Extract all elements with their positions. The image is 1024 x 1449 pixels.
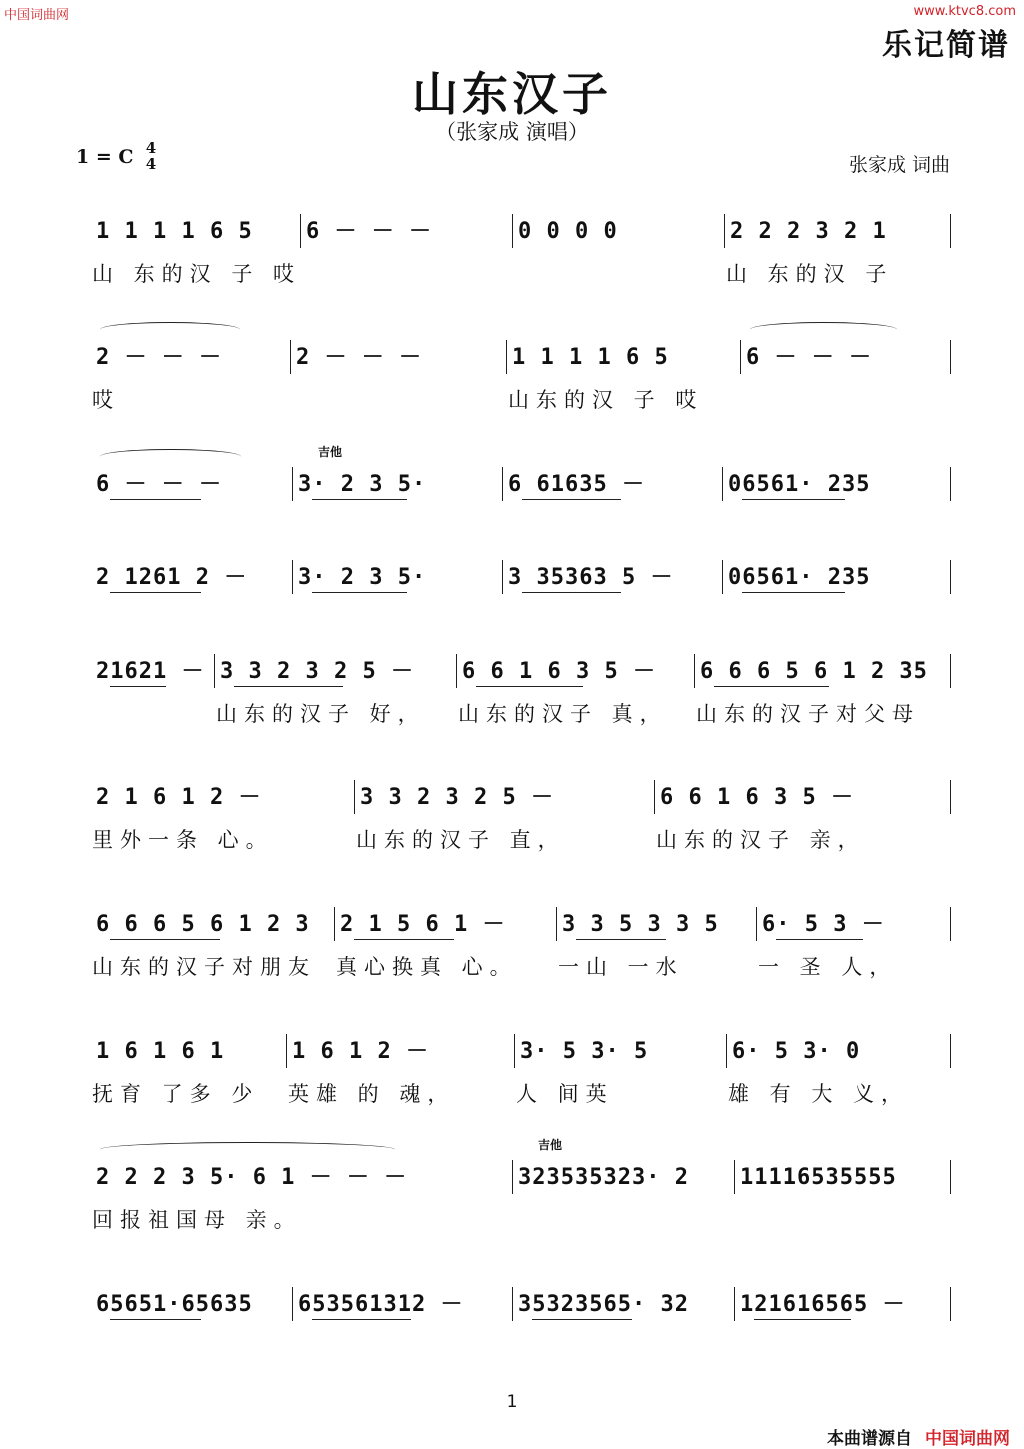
bar-line <box>300 214 301 248</box>
measure: 3· 2 3 5· <box>298 472 427 497</box>
measure: 6 6 1 6 3 5 － <box>462 659 656 684</box>
lyric-text: 里外一条 心。 <box>92 828 274 852</box>
bar-line <box>556 907 557 941</box>
score-line <box>0 1285 1024 1365</box>
lyric-text: 哎 <box>92 388 120 412</box>
beam-underline <box>742 499 845 500</box>
score-line <box>0 558 1024 638</box>
slur <box>100 449 241 464</box>
bar-line <box>512 1160 513 1194</box>
bar-line <box>950 1034 951 1068</box>
lyric-text: 人 间英 <box>516 1082 614 1106</box>
bar-line <box>950 214 951 248</box>
bar-line <box>950 340 951 374</box>
score-line <box>0 652 1024 732</box>
bar-line <box>722 467 723 501</box>
measure: 3· 2 3 5· <box>298 565 427 590</box>
slur <box>100 322 240 337</box>
measure: 2 1 5 6 1 － <box>340 912 506 937</box>
score-line <box>0 212 1024 292</box>
bar-line <box>694 654 695 688</box>
lyric-text: 真心换真 心。 <box>336 955 518 979</box>
measure: 2 1261 2 － <box>96 565 248 590</box>
bar-line <box>456 654 457 688</box>
bar-line <box>292 1287 293 1321</box>
lyric-text: 一 圣 人， <box>758 955 898 979</box>
song-title: 山东汉子 <box>412 67 612 121</box>
bar-line <box>512 1287 513 1321</box>
lyric-text: 山东的汉子 好， <box>216 702 426 726</box>
instrument-annotation: 吉他 <box>318 445 343 459</box>
measure: 6 － － － <box>746 345 872 370</box>
measure: 3· 5 3· 5 <box>520 1039 649 1064</box>
measure: 6 6 1 6 3 5 － <box>660 785 854 810</box>
bar-line <box>334 907 335 941</box>
lyric-text: 抚育 了多 少 <box>92 1082 260 1106</box>
beam-underline <box>522 499 621 500</box>
measure: 6 61635 － <box>508 472 645 497</box>
bar-line <box>734 1287 735 1321</box>
time-signature <box>142 140 160 172</box>
beam-underline <box>354 939 454 940</box>
bar-line <box>502 560 503 594</box>
beam-underline <box>532 1319 632 1320</box>
measure: 3 3 2 3 2 5 － <box>220 659 414 684</box>
measure: 2 － － － <box>296 345 422 370</box>
bar-line <box>950 780 951 814</box>
bar-line <box>724 214 725 248</box>
performer-subtitle: （张家成 演唱） <box>435 120 589 144</box>
beam-underline <box>110 939 220 940</box>
measure: 2 1 6 1 2 － <box>96 785 262 810</box>
score-line <box>0 905 1024 985</box>
bar-line <box>950 654 951 688</box>
bar-line <box>514 1034 515 1068</box>
beam-underline <box>714 686 829 687</box>
measure: 6 6 6 5 6 1 2 3 <box>96 912 310 937</box>
page-number: 1 <box>506 1392 518 1412</box>
bar-line <box>654 780 655 814</box>
measure: 3 3 5 3 3 5 <box>562 912 719 937</box>
measure: 6 6 6 5 6 1 2 35 <box>700 659 928 684</box>
beam-underline <box>312 499 407 500</box>
measure: 65651·65635 <box>96 1292 253 1317</box>
measure: 2 2 2 3 2 1 <box>730 219 887 244</box>
measure: 0 0 0 0 <box>518 219 618 244</box>
bar-line <box>214 654 215 688</box>
bar-line <box>950 467 951 501</box>
instrument-annotation: 吉他 <box>538 1138 563 1152</box>
lyric-text: 山 东的汉 子 哎 <box>92 262 302 286</box>
measure: 1 6 1 6 1 <box>96 1039 225 1064</box>
measure: 6· 5 3· 0 <box>732 1039 861 1064</box>
lyric-text: 回报祖国母 亲。 <box>92 1208 302 1232</box>
bar-line <box>740 340 741 374</box>
lyric-text: 山东的汉子 直， <box>356 828 566 852</box>
beam-underline <box>742 592 845 593</box>
measure: 1 1 1 1 6 5 <box>96 219 253 244</box>
measure: 6 － － － <box>96 472 222 497</box>
measure: 3 3 2 3 2 5 － <box>360 785 554 810</box>
bar-line <box>292 560 293 594</box>
measure: 6 － － － <box>306 219 432 244</box>
bar-line <box>726 1034 727 1068</box>
site-name-top-left: 中国词曲网 <box>4 8 70 23</box>
measure: 06561· 235 <box>728 472 871 497</box>
lyric-text: 英雄 的 魂， <box>288 1082 456 1106</box>
score-line <box>0 338 1024 418</box>
lyric-text: 山东的汉子 真， <box>458 702 668 726</box>
source-label: 本曲谱源自 <box>827 1429 912 1449</box>
measure: 3 35363 5 － <box>508 565 674 590</box>
beam-underline <box>110 686 166 687</box>
measure: 06561· 235 <box>728 565 871 590</box>
brand-logo-text: 乐记简谱 <box>882 28 1010 63</box>
score-line <box>0 445 1024 545</box>
beam-underline <box>110 499 201 500</box>
bar-line <box>950 907 951 941</box>
beam-underline <box>522 592 621 593</box>
bar-line <box>950 1160 951 1194</box>
beam-underline <box>312 592 407 593</box>
source-site: 中国词曲网 <box>925 1429 1010 1449</box>
composer-credit: 张家成 词曲 <box>848 154 950 176</box>
bar-line <box>734 1160 735 1194</box>
bar-line <box>756 907 757 941</box>
beam-underline <box>234 686 343 687</box>
measure: 653561312 － <box>298 1292 464 1317</box>
measure: 1 6 1 2 － <box>292 1039 429 1064</box>
measure: 323535323· 2 <box>518 1165 689 1190</box>
beam-underline <box>576 939 666 940</box>
time-signature-top: 4 <box>145 139 157 157</box>
lyric-text: 山东的汉子对父母 <box>696 702 920 726</box>
bar-line <box>950 560 951 594</box>
site-url-top-right: www.ktvc8.com <box>913 4 1016 19</box>
score-line <box>0 1138 1024 1238</box>
bar-line <box>950 1287 951 1321</box>
measure: 21621 － <box>96 659 205 684</box>
measure: 6· 5 3 － <box>762 912 885 937</box>
score-line <box>0 1032 1024 1112</box>
lyric-text: 雄 有 大 义， <box>728 1082 910 1106</box>
bar-line <box>512 214 513 248</box>
lyric-text: 山东的汉 子 哎 <box>508 388 704 412</box>
measure: 11116535555 <box>740 1165 897 1190</box>
slur <box>100 1142 395 1157</box>
lyric-text: 一山 一水 <box>558 955 684 979</box>
measure: 2 － － － <box>96 345 222 370</box>
lyric-text: 山东的汉子 亲， <box>656 828 866 852</box>
score-line <box>0 778 1024 858</box>
lyric-text: 山 东的汉 子 <box>726 262 894 286</box>
time-signature-bottom: 4 <box>145 155 157 173</box>
measure: 121616565 － <box>740 1292 906 1317</box>
bar-line <box>286 1034 287 1068</box>
bar-line <box>722 560 723 594</box>
slur <box>750 322 897 337</box>
measure: 2 2 2 3 5· 6 1 － － － <box>96 1165 408 1190</box>
measure: 35323565· 32 <box>518 1292 689 1317</box>
bar-line <box>354 780 355 814</box>
beam-underline <box>312 1319 411 1320</box>
bar-line <box>506 340 507 374</box>
bar-line <box>290 340 291 374</box>
key-signature: 1 = C <box>76 146 134 168</box>
measure: 1 1 1 1 6 5 <box>512 345 669 370</box>
lyric-text: 山东的汉子对朋友 <box>92 955 316 979</box>
beam-underline <box>110 1319 201 1320</box>
beam-underline <box>476 686 583 687</box>
beam-underline <box>776 939 863 940</box>
bar-line <box>292 467 293 501</box>
beam-underline <box>754 1319 851 1320</box>
beam-underline <box>110 592 201 593</box>
bar-line <box>502 467 503 501</box>
